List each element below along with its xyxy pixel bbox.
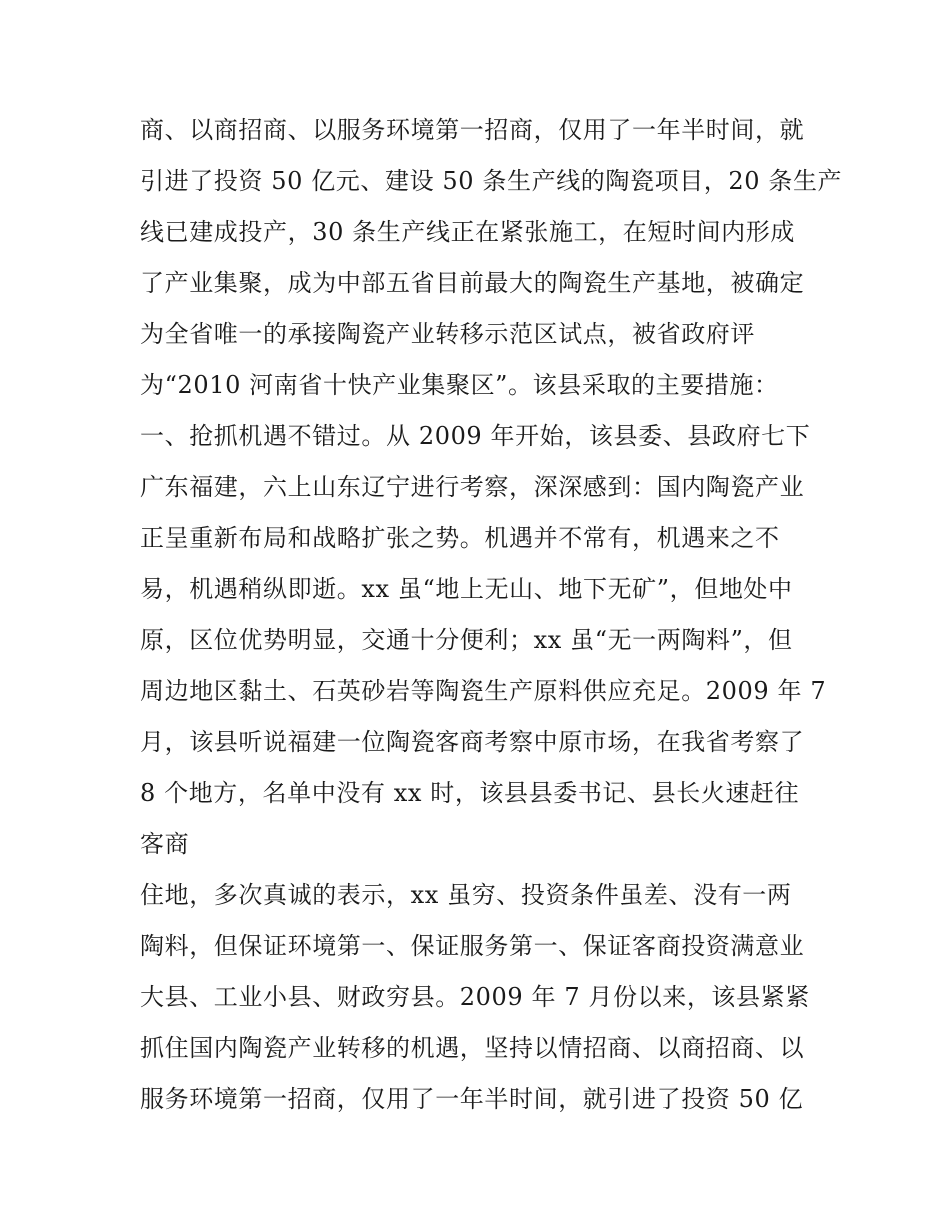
text-line: 8 个地方，名单中没有 xx 时，该县县委书记、县长火速赶往 [140,779,800,807]
text-line: 陶料，但保证环境第一、保证服务第一、保证客商投资满意业 [140,932,805,960]
text-line: 服务环境第一招商，仅用了一年半时间，就引进了投资 50 亿 [140,1085,804,1113]
text-line: 抓住国内陶瓷产业转移的机遇，坚持以情招商、以商招商、以 [140,1034,805,1062]
text-line: 原，区位优势明显，交通十分便利；xx 虽“无一两陶料”，但 [140,626,793,654]
text-line: 月，该县听说福建一位陶瓷客商考察中原市场，在我省考察了 [140,728,805,756]
text-line: 为全省唯一的承接陶瓷产业转移示范区试点，被省政府评 [140,320,755,348]
text-line: 易，机遇稍纵即逝。xx 虽“地上无山、地下无矿”，但地处中 [140,575,793,603]
text-line: 一、抢抓机遇不错过。从 2009 年开始，该县委、县政府七下 [140,422,811,450]
body-text [140,110,843,1130]
text-line: 客商 [140,830,190,858]
text-line: 正呈重新布局和战略扩张之势。机遇并不常有，机遇来之不 [140,524,780,552]
text-line: 为“2010 河南省十快产业集聚区”。该县采取的主要措施： [140,371,779,399]
text-line: 住地，多次真诚的表示，xx 虽穷、投资条件虽差、没有一两 [140,881,792,909]
text-line: 大县、工业小县、财政穷县。2009 年 7 月份以来，该县紧紧 [140,983,810,1011]
text-line: 商、以商招商、以服务环境第一招商，仅用了一年半时间，就 [140,116,805,144]
text-line: 周边地区黏土、石英砂岩等陶瓷生产原料供应充足。2009 年 7 [140,677,827,705]
text-line: 广东福建，六上山东辽宁进行考察，深深感到：国内陶瓷产业 [140,473,805,501]
text-line: 线已建成投产，30 条生产线正在紧张施工，在短时间内形成 [140,218,795,246]
text-line: 引进了投资 50 亿元、建设 50 条生产线的陶瓷项目，20 条生产 [140,167,843,195]
text-line: 了产业集聚，成为中部五省目前最大的陶瓷生产基地，被确定 [140,269,805,297]
